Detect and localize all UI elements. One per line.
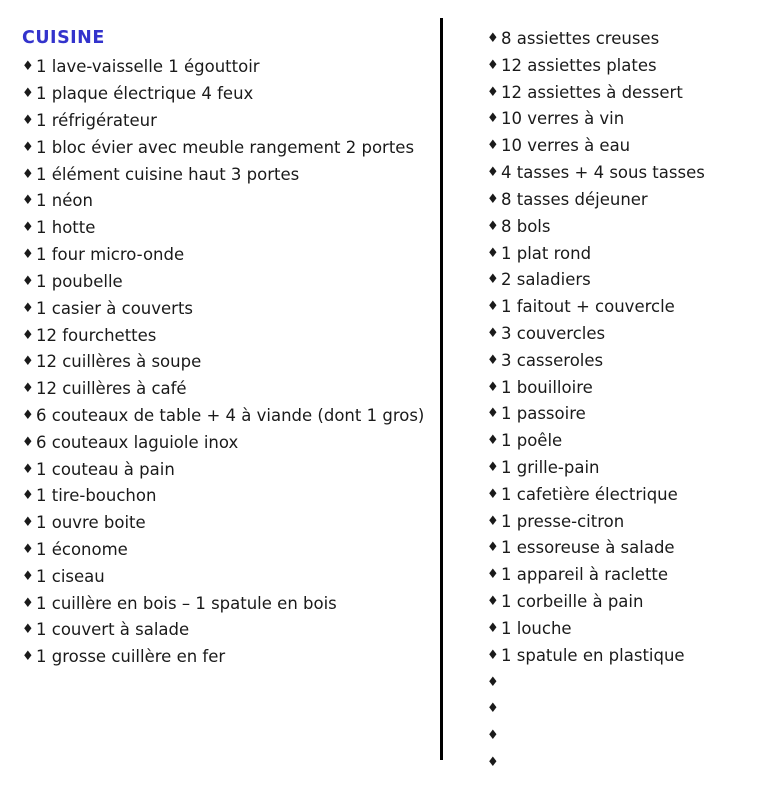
list-item bbox=[487, 160, 770, 187]
diamond-bullet-icon: ♦ bbox=[487, 406, 499, 422]
list-item bbox=[22, 108, 440, 135]
diamond-bullet-icon: ♦ bbox=[487, 245, 499, 261]
list-item bbox=[22, 376, 440, 403]
diamond-bullet-icon: ♦ bbox=[22, 434, 34, 450]
list-item bbox=[22, 296, 440, 323]
diamond-bullet-icon: ♦ bbox=[22, 595, 34, 611]
list-item-label: 2 saladiers bbox=[501, 270, 591, 290]
list-item bbox=[487, 455, 770, 482]
list-item bbox=[22, 242, 440, 269]
diamond-bullet-icon: ♦ bbox=[22, 193, 34, 209]
diamond-bullet-icon: ♦ bbox=[487, 84, 499, 100]
list-item-label: 1 plat rond bbox=[501, 243, 592, 263]
list-item-label: 1 spatule en plastique bbox=[501, 645, 685, 665]
list-item bbox=[487, 643, 770, 670]
diamond-bullet-icon: ♦ bbox=[487, 433, 499, 449]
diamond-bullet-icon: ♦ bbox=[487, 165, 499, 181]
list-item-label: 3 casseroles bbox=[501, 350, 604, 370]
list-item bbox=[487, 375, 770, 402]
list-item-label: 1 presse-citron bbox=[501, 511, 625, 531]
list-item-label: 1 tire-bouchon bbox=[36, 486, 157, 506]
diamond-bullet-icon: ♦ bbox=[487, 674, 499, 690]
diamond-bullet-icon: ♦ bbox=[487, 540, 499, 556]
list-item-label: 12 fourchettes bbox=[36, 325, 157, 345]
list-item-label: 1 hotte bbox=[36, 218, 96, 238]
list-item bbox=[22, 135, 440, 162]
list-item-label: 1 casier à couverts bbox=[36, 298, 194, 318]
diamond-bullet-icon: ♦ bbox=[22, 220, 34, 236]
list-item-label: 1 économe bbox=[36, 540, 128, 559]
diamond-bullet-icon: ♦ bbox=[22, 86, 34, 102]
list-item bbox=[487, 509, 770, 536]
list-item bbox=[487, 348, 770, 375]
diamond-bullet-icon: ♦ bbox=[487, 754, 499, 770]
page-title: CUISINE bbox=[22, 28, 105, 48]
list-item-label: 6 couteaux de table + 4 à viande (dont 1 gros) bbox=[36, 405, 425, 425]
list-item bbox=[22, 510, 440, 537]
list-item-label: 8 bols bbox=[501, 216, 551, 236]
diamond-bullet-icon: ♦ bbox=[487, 111, 499, 127]
diamond-bullet-icon: ♦ bbox=[22, 488, 34, 504]
list-item-label: 8 assiettes creuses bbox=[501, 29, 660, 48]
diamond-bullet-icon: ♦ bbox=[487, 272, 499, 288]
list-item-label: 4 tasses + 4 sous tasses bbox=[501, 163, 705, 183]
list-item bbox=[487, 53, 770, 80]
list-item bbox=[487, 670, 770, 697]
list-item-label: 1 corbeille à pain bbox=[501, 592, 644, 612]
list-item-label: 1 élément cuisine haut 3 portes bbox=[36, 164, 300, 184]
kitchen-inventory-list-left bbox=[22, 54, 440, 671]
list-item-label: 1 poubelle bbox=[36, 271, 123, 291]
diamond-bullet-icon: ♦ bbox=[487, 460, 499, 475]
list-item-label: 1 néon bbox=[36, 191, 93, 211]
diamond-bullet-icon: ♦ bbox=[22, 622, 34, 638]
list-item-label: 6 couteaux laguiole inox bbox=[36, 432, 239, 452]
list-item bbox=[22, 537, 440, 564]
list-item-label: 10 verres à eau bbox=[501, 136, 631, 156]
list-item bbox=[487, 241, 770, 268]
diamond-bullet-icon: ♦ bbox=[22, 300, 34, 316]
list-item bbox=[22, 162, 440, 189]
list-item-label: 1 grosse cuillère en fer bbox=[36, 647, 226, 667]
list-item-label: 1 louche bbox=[501, 618, 572, 638]
list-item-label: 1 bloc évier avec meuble rangement 2 portes bbox=[36, 137, 415, 157]
list-item-label: 1 lave-vaisselle 1 égouttoir bbox=[36, 57, 260, 77]
diamond-bullet-icon: ♦ bbox=[22, 381, 34, 397]
list-item-label: 1 grille-pain bbox=[501, 458, 600, 477]
list-item bbox=[22, 349, 440, 376]
list-item-label: 1 cafetière électrique bbox=[501, 484, 678, 504]
list-item-label: 3 couvercles bbox=[501, 323, 606, 343]
diamond-bullet-icon: ♦ bbox=[487, 299, 499, 315]
list-item bbox=[487, 696, 770, 723]
list-item bbox=[22, 215, 440, 242]
list-item-label: 1 couteau à pain bbox=[36, 459, 175, 479]
diamond-bullet-icon: ♦ bbox=[22, 461, 34, 477]
list-item-label: 1 ciseau bbox=[36, 566, 105, 586]
diamond-bullet-icon: ♦ bbox=[487, 486, 499, 502]
diamond-bullet-icon: ♦ bbox=[22, 139, 34, 155]
diamond-bullet-icon: ♦ bbox=[22, 166, 34, 182]
diamond-bullet-icon: ♦ bbox=[487, 138, 499, 154]
diamond-bullet-icon: ♦ bbox=[487, 352, 499, 368]
list-item-label: 1 plaque électrique 4 feux bbox=[36, 84, 254, 104]
list-item bbox=[22, 591, 440, 618]
diamond-bullet-icon: ♦ bbox=[487, 567, 499, 583]
list-item bbox=[22, 81, 440, 108]
diamond-bullet-icon: ♦ bbox=[22, 113, 34, 128]
list-item bbox=[487, 401, 770, 428]
list-item bbox=[487, 133, 770, 160]
list-item bbox=[487, 616, 770, 643]
kitchen-inventory-list-right bbox=[487, 26, 770, 777]
diamond-bullet-icon: ♦ bbox=[487, 325, 499, 341]
diamond-bullet-icon: ♦ bbox=[487, 31, 499, 46]
diamond-bullet-icon: ♦ bbox=[487, 647, 499, 663]
list-item bbox=[487, 214, 770, 241]
list-item bbox=[487, 321, 770, 348]
list-item-label: 1 passoire bbox=[501, 404, 586, 424]
list-item-label: 1 four micro-onde bbox=[36, 245, 185, 265]
diamond-bullet-icon: ♦ bbox=[22, 354, 34, 370]
diamond-bullet-icon: ♦ bbox=[22, 327, 34, 343]
list-item bbox=[487, 562, 770, 589]
diamond-bullet-icon: ♦ bbox=[22, 568, 34, 584]
list-item bbox=[22, 483, 440, 510]
diamond-bullet-icon: ♦ bbox=[487, 191, 499, 207]
list-item bbox=[22, 457, 440, 484]
list-item-label: 1 bouilloire bbox=[501, 377, 593, 397]
list-item bbox=[487, 106, 770, 133]
list-item bbox=[487, 80, 770, 107]
diamond-bullet-icon: ♦ bbox=[487, 620, 499, 636]
diamond-bullet-icon: ♦ bbox=[487, 57, 499, 73]
diamond-bullet-icon: ♦ bbox=[22, 247, 34, 263]
list-item bbox=[22, 323, 440, 350]
list-item bbox=[487, 26, 770, 53]
diamond-bullet-icon: ♦ bbox=[22, 515, 34, 531]
list-item-label: 10 verres à vin bbox=[501, 109, 625, 129]
list-item bbox=[487, 482, 770, 509]
list-item bbox=[487, 750, 770, 777]
list-item bbox=[22, 188, 440, 215]
diamond-bullet-icon: ♦ bbox=[22, 649, 34, 665]
list-item bbox=[22, 403, 440, 430]
list-item bbox=[487, 267, 770, 294]
list-item bbox=[22, 269, 440, 296]
list-item bbox=[487, 428, 770, 455]
diamond-bullet-icon: ♦ bbox=[487, 594, 499, 610]
list-item bbox=[22, 430, 440, 457]
list-item-label: 1 cuillère en bois – 1 spatule en bois bbox=[36, 593, 337, 613]
diamond-bullet-icon: ♦ bbox=[22, 59, 34, 75]
list-item-label: 1 essoreuse à salade bbox=[501, 538, 675, 558]
list-item-label: 1 réfrigérateur bbox=[36, 111, 157, 130]
list-item bbox=[487, 294, 770, 321]
list-item bbox=[487, 187, 770, 214]
diamond-bullet-icon: ♦ bbox=[22, 542, 34, 557]
list-item-label: 1 faitout + couvercle bbox=[501, 297, 675, 317]
list-item bbox=[487, 535, 770, 562]
list-item bbox=[487, 589, 770, 616]
list-item-label: 12 cuillères à soupe bbox=[36, 352, 202, 372]
diamond-bullet-icon: ♦ bbox=[487, 701, 499, 717]
right-column bbox=[443, 0, 770, 800]
list-item bbox=[22, 644, 440, 671]
diamond-bullet-icon: ♦ bbox=[487, 379, 499, 395]
diamond-bullet-icon: ♦ bbox=[487, 218, 499, 234]
diamond-bullet-icon: ♦ bbox=[487, 728, 499, 744]
list-item-label: 1 appareil à raclette bbox=[501, 565, 669, 585]
list-item-label: 12 assiettes à dessert bbox=[501, 82, 683, 102]
list-item-label: 1 poêle bbox=[501, 431, 563, 451]
diamond-bullet-icon: ♦ bbox=[487, 513, 499, 529]
list-item-label: 8 tasses déjeuner bbox=[501, 189, 648, 209]
diamond-bullet-icon: ♦ bbox=[22, 407, 34, 423]
list-item bbox=[22, 54, 440, 81]
list-item bbox=[22, 617, 440, 644]
list-item-label: 12 cuillères à café bbox=[36, 379, 187, 399]
diamond-bullet-icon: ♦ bbox=[22, 273, 34, 289]
list-item bbox=[22, 564, 440, 591]
list-item-label: 1 couvert à salade bbox=[36, 620, 190, 640]
list-item-label: 12 assiettes plates bbox=[501, 55, 657, 75]
list-item bbox=[487, 723, 770, 750]
list-item-label: 1 ouvre boite bbox=[36, 513, 146, 533]
